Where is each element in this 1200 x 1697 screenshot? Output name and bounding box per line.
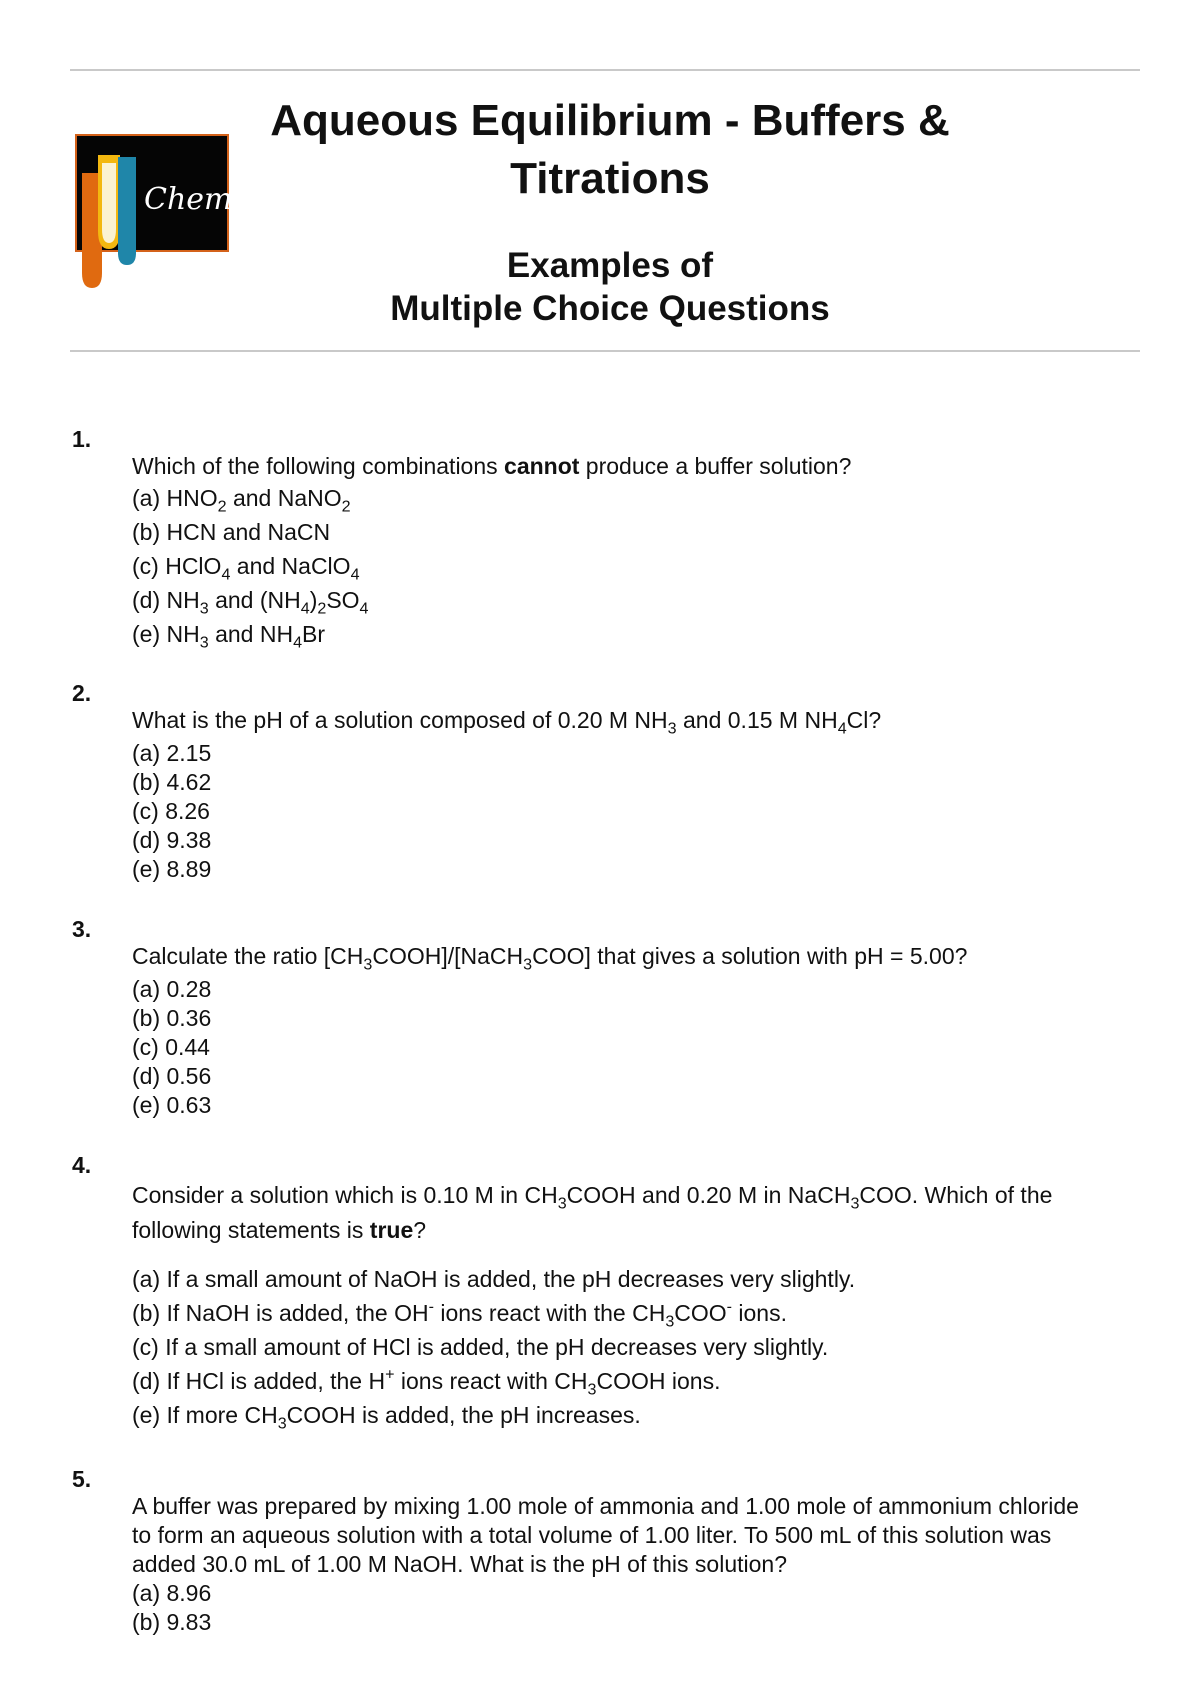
option-a: (a) 8.96 <box>132 1580 212 1606</box>
title-line-2: Titrations <box>510 154 710 203</box>
question-text: Which of the following combinations cannot produce a buffer solution? <box>132 453 852 479</box>
option-e: (e) 0.63 <box>132 1092 212 1118</box>
question-body <box>132 1492 1092 1637</box>
question-number: 4. <box>72 1152 92 1178</box>
option-e: (e) 8.89 <box>132 856 212 882</box>
option-d: (d) $NH_3$ and $(NH_4)_2SO_4$ <box>132 587 369 618</box>
option-c: (c) 8.26 <box>132 798 210 824</box>
question-text: What is the pH of a solution composed of 0.20 M $NH_3$ and 0.15 M $NH_4Cl$? <box>132 707 882 738</box>
question-text: Calculate the ratio $[CH_3COOH]/[NaCH_3COO]$ that gives a solution with pH = 5.00? <box>132 943 968 974</box>
option-a: (a) 2.15 <box>132 740 212 766</box>
answer-options <box>132 739 1132 884</box>
option-a: (a) $HNO_2$ and NaNO$_2$ <box>132 485 351 516</box>
question-text: A buffer was prepared by mixing 1.00 mole of ammonia and 1.00 mole of ammonium chloride to form an aqueous solution with a total volume of 1.00 liter. To 500 mL of this solution was added 30.0 mL of 1.00 M NaOH. What is the pH of this solution? <box>132 1493 1079 1577</box>
page-subtitle <box>230 244 990 330</box>
logo-tube-white <box>102 163 116 243</box>
chem-logo <box>74 133 234 289</box>
question-body <box>132 452 1132 651</box>
answer-options <box>132 481 1132 651</box>
option-b: (b) HCN and NaCN <box>132 519 331 545</box>
answer-options <box>132 975 1132 1120</box>
subtitle-line-2: Multiple Choice Questions <box>390 289 830 328</box>
option-d: (d) 0.56 <box>132 1063 212 1089</box>
option-b: (b) 4.62 <box>132 769 212 795</box>
option-d: (d) 9.38 <box>132 827 212 853</box>
option-a: (a) 0.28 <box>132 976 212 1002</box>
header-divider <box>70 350 1140 352</box>
subtitle-line-1: Examples of <box>506 246 714 285</box>
question-text: Consider a solution which is 0.10 M in $CH_3COOH$ and 0.20 M in NaCH$_3$COO. Which of the following statements is true? <box>132 1182 1053 1243</box>
top-divider <box>70 69 1140 71</box>
option-c: (c) If a small amount of HCl is added, the pH decreases very slightly. <box>132 1334 829 1360</box>
question-number: 2. <box>72 680 92 706</box>
option-c: (c) 0.44 <box>132 1034 210 1060</box>
logo-tube-blue <box>118 157 136 265</box>
title-line-1: Aqueous Equilibrium - Buffers & <box>270 96 950 145</box>
logo-text: Chem <box>144 182 233 217</box>
question-body <box>132 706 1132 884</box>
question-body <box>132 1178 1132 1432</box>
answer-options <box>132 1262 1132 1432</box>
question-number: 3. <box>72 916 92 942</box>
option-b: (b) 9.83 <box>132 1609 212 1635</box>
answer-options <box>132 1579 1092 1637</box>
question-body <box>132 942 1132 1120</box>
question-number: 1. <box>72 426 92 452</box>
option-b: (b) If NaOH is added, the OH- ions react with the $CH_3COO^-$ ions. <box>132 1297 787 1331</box>
question-number: 5. <box>72 1466 92 1492</box>
page-title <box>230 92 990 208</box>
option-a: (a) If a small amount of NaOH is added, the pH decreases very slightly. <box>132 1266 856 1292</box>
option-b: (b) 0.36 <box>132 1005 212 1031</box>
option-e: (e) If more $CH_3COOH$ is added, the pH increases. <box>132 1402 641 1433</box>
option-d: (d) If HCl is added, the H+ ions react with $CH_3COOH$ ions. <box>132 1365 721 1399</box>
option-c: (c) HClO$_4$ and NaClO$_4$ <box>132 553 360 584</box>
option-e: (e) $NH_3$ and $NH_4Br$ <box>132 621 326 652</box>
